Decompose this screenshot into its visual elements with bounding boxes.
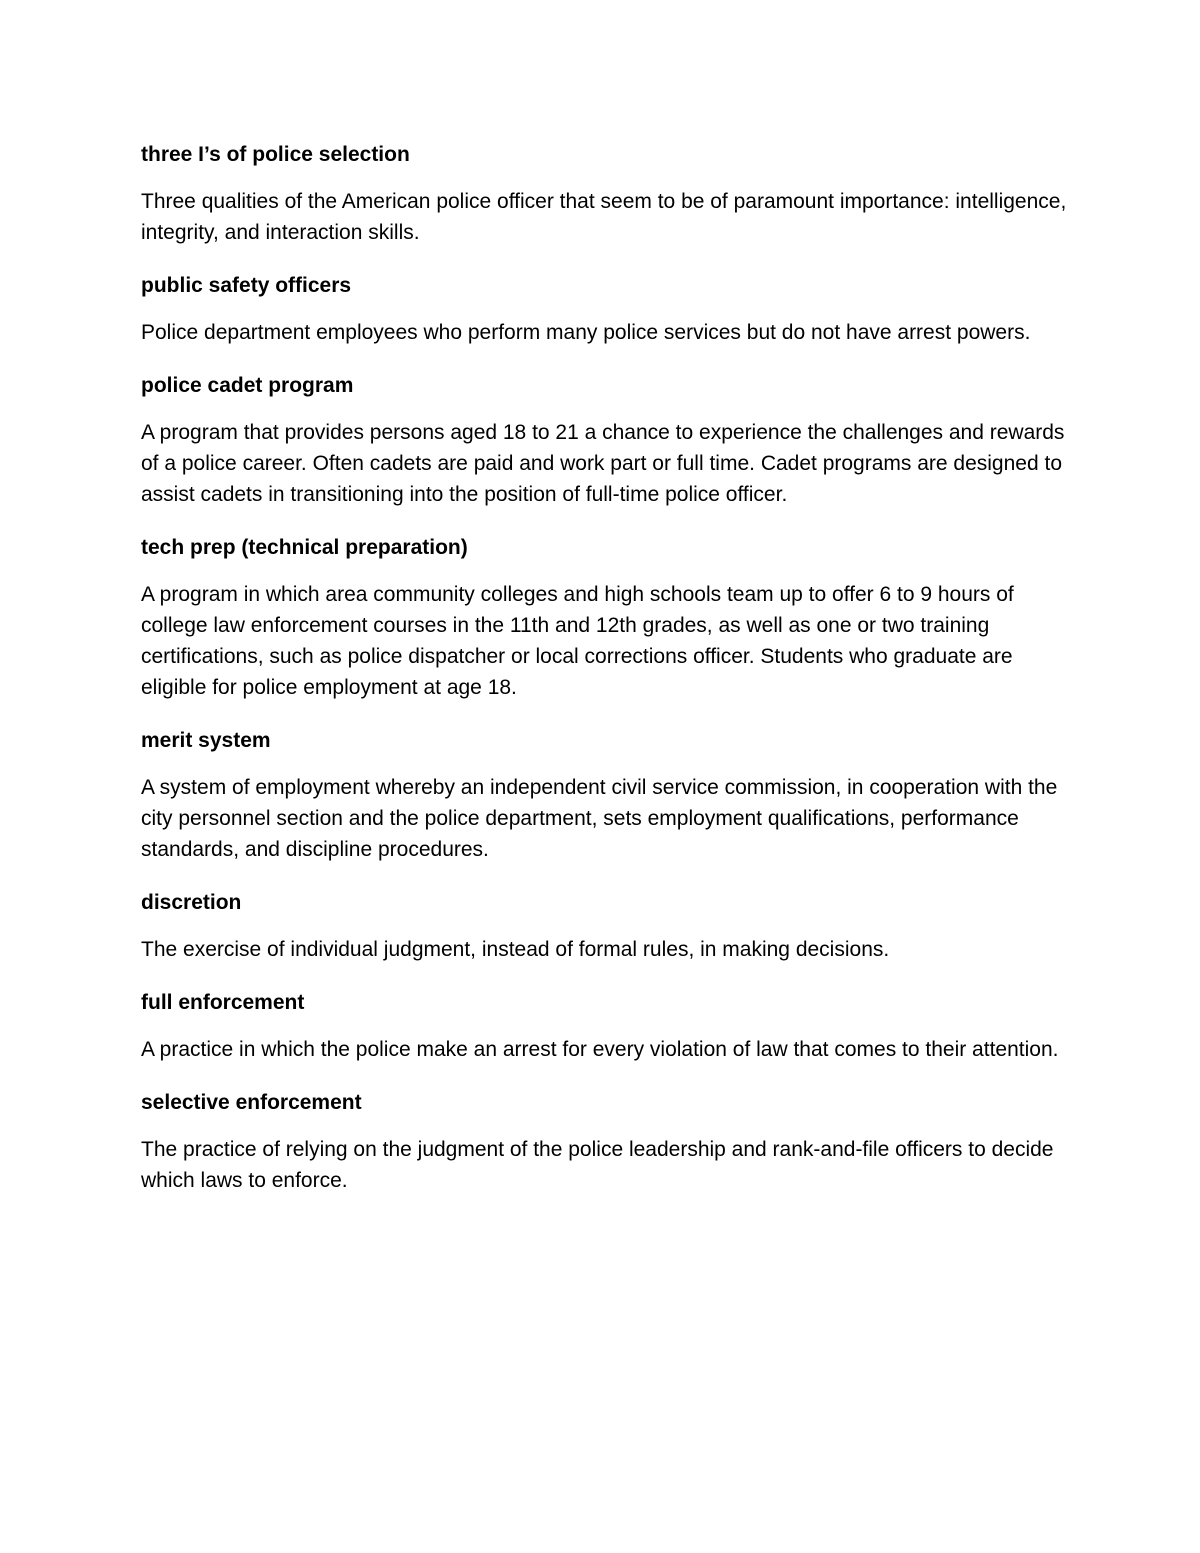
glossary-definition: A program in which area community colleges and high schools team up to offer 6 to 9 hours of college law enforcement courses in the 11th and 12th grades, as well as one or two training certifications, such as police dispatcher or local corrections officer. Students who graduate are eligible for police employment at age 18. [141,583,1014,699]
glossary-entry [141,887,1071,965]
glossary-term: three I’s of police selection [141,143,410,166]
glossary-term: discretion [141,891,242,914]
glossary-entry [141,725,1071,865]
glossary-definition: A practice in which the police make an arrest for every violation of law that comes to their attention. [141,1038,1059,1061]
glossary-term: tech prep (technical preparation) [141,536,468,559]
glossary-term: public safety officers [141,274,352,297]
glossary-definition: Police department employees who perform many police services but do not have arrest powers. [141,321,1031,344]
glossary-entry [141,1087,1071,1196]
glossary-definition: The exercise of individual judgment, instead of formal rules, in making decisions. [141,938,890,961]
glossary-entry [141,987,1071,1065]
glossary-term: merit system [141,729,271,752]
glossary-definition: Three qualities of the American police officer that seem to be of paramount importance: intelligence, integrity, and interaction skills. [141,190,1067,244]
glossary-definition: A system of employment whereby an independent civil service commission, in cooperation with the city personnel section and the police department, sets employment qualifications, performance standards, and discipline procedures. [141,776,1058,861]
glossary-term: selective enforcement [141,1091,362,1114]
glossary-definition: The practice of relying on the judgment of the police leadership and rank-and-file officers to decide which laws to enforce. [141,1138,1054,1192]
glossary-entry [141,370,1071,510]
glossary-term: full enforcement [141,991,305,1014]
glossary-term: police cadet program [141,374,354,397]
glossary-entry [141,270,1071,348]
glossary-definition: A program that provides persons aged 18 to 21 a chance to experience the challenges and rewards of a police career. Often cadets are paid and work part or full time. Cadet programs are designed to assist cadets in transitioning into the position of full-time police officer. [141,421,1065,506]
document-page [141,139,1071,1218]
glossary-entry [141,532,1071,703]
glossary-entry [141,139,1071,248]
